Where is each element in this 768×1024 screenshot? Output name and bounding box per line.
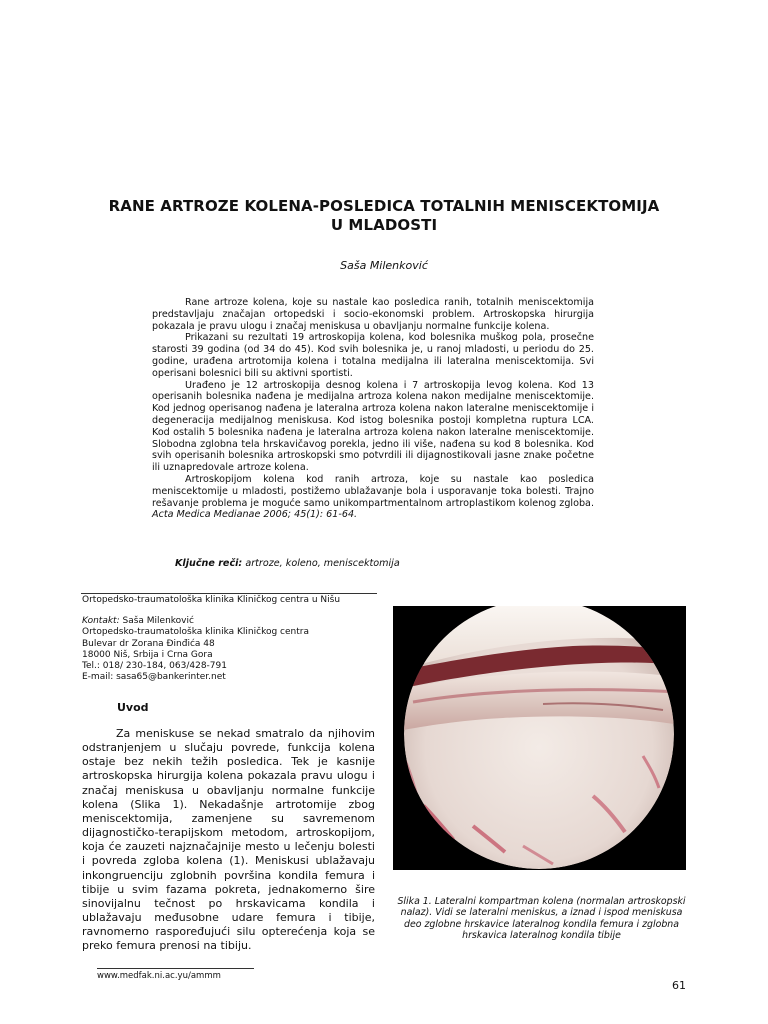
article-title-line-1: RANE ARTROZE KOLENA-POSLEDICA TOTALNIH MENISCEKTOMIJA (108, 197, 660, 215)
abstract-paragraph-2: Prikazani su rezultati 19 artroskopija kolena, kod bolesnika muškog pola, prosečne starosti 39 godina (od 34 do 45). Kod svih bolesnika je, u ranoj mladosti, u periodu do 25. godine, urađena artrotomija kolena i totalna medijalna ili lateralna meniscektomija. Svi operisani bolesnici bili su aktivni sportisti. (152, 332, 594, 379)
contact-block (82, 616, 309, 684)
abstract-citation: Acta Medica Medianae 2006; 45(1): 61-64. (152, 509, 358, 521)
contact-first-line (82, 616, 309, 627)
abstract (152, 297, 594, 521)
keywords-label: Ključne reči: (175, 558, 243, 569)
footnote-divider (81, 593, 377, 594)
footer-url[interactable]: www.medfak.ni.ac.yu/ammm (97, 971, 221, 981)
page-number: 61 (672, 979, 686, 992)
article-title-line-2: U MLADOSTI (330, 216, 438, 234)
contact-phone: Tel.: 018/ 230-184, 063/428-791 (82, 661, 227, 672)
article-title (60, 197, 708, 235)
keywords (175, 558, 400, 569)
abstract-paragraph-1: Rane artroze kolena, koje su nastale kao posledica ranih, totalnih meniscektomija predstavljaju značajan ortopedski i socio-ekonomski problem. Artroskopska hirurgija pokazala je pravu ulogu i značaj meniskusa u obavljanju normalne funkcije kolena. (152, 297, 594, 332)
contact-label: Kontakt: (82, 616, 120, 626)
figure-caption: Slika 1. Lateralni kompartman kolena (normalan artroskopski nalaz). Vidi se lateralni meniskus, a iznad i ispod meniskusa deo zglobne hrskavice lateralnog kondila femura i zglobna hrskavica lateralnog kondila tibije (397, 896, 686, 941)
contact-email: E-mail: sasa65@bankerinter.net (82, 672, 226, 683)
abstract-paragraph-3: Urađeno je 12 artroskopija desnog kolena i 7 artroskopija levog kolena. Kod 13 operisanih bolesnika nađena je medijalna artroza kolena nakon medijalne meniscektomije. Kod jednog operisanog nađena je lateralna artroza kolena nakon lateralne meniscektomije i degeneracija medijalnog meniskusa. Kod istog bolesnika postoji kompletna ruptura LCA. Kod ostalih 5 bolesnika nađena je lateralna artroza kolena nakon lateralne meniscektomije. Slobodna zglobna tela hrskavičavog porekla, jedno ili više, nađena su kod 8 bolesnika. Kod svih operisanih bolesnika artroskopski smo potvrdili ili dijagnostikovali jasne znake početne ili uznapredovale artroze kolena. (152, 379, 594, 474)
keywords-text: artroze, koleno, meniscektomija (245, 558, 400, 569)
intro-body: Za meniskuse se nekad smatralo da njihovim odstranjenjem u slučaju povrede, funkcija kolena ostaje bez nekih težih posledica. Tek je kasnije artroskopska hirurgija kolena pokazala pravu ulogu i značaj meniskusa u obavljanju normalne funkcije kolena (Slika 1). Nekadašnje artrotomije zbog meniscektomija, zamenjene su savremenom dijagnostičko-terapijskom metodom, artroskopijom, koja će zauzeti najznačajnije mesto u lečenju bolesti i povreda zgloba kolena (1). Meniskusi ublažavaju inkongruenciju zglobnih površina kondila femura i tibije u svim fazama pokreta, jednakomerno šire sinovijalnu tečnost po hrskavicama kondila i ublažavaju međusobne udare femura i tibije, ravnomerno raspoređujući silu opterećenja koja se preko femura prenosi na tibiju. (82, 727, 375, 953)
affiliation: Ortopedsko-traumatološka klinika Kliničkog centra u Nišu (82, 595, 341, 605)
article-author: Saša Milenković (340, 259, 428, 272)
contact-name: Saša Milenković (122, 616, 194, 626)
abstract-paragraph-4-text: Artroskopijom kolena kod ranih artroza, koje su nastale kao posledica meniscektomije u mladosti, postižemo ublažavanje bola i usporavanje toka bolesti. Trajno rešavanje problema je moguće samo unikompartmentalnom artroplastikom kolenog zgloba. (152, 473, 594, 509)
arthroscopy-figure (393, 606, 686, 870)
abstract-paragraph-4 (152, 474, 594, 521)
arthroscopy-image (393, 606, 686, 870)
contact-street: Bulevar dr Zorana Đinđića 48 (82, 638, 215, 649)
contact-institution: Ortopedsko-traumatološka klinika Kliničkog centra (82, 627, 309, 638)
contact-city: 18000 Niš, Srbija i Crna Gora (82, 649, 213, 660)
intro-heading: Uvod (117, 701, 149, 714)
footer-divider (97, 968, 254, 969)
